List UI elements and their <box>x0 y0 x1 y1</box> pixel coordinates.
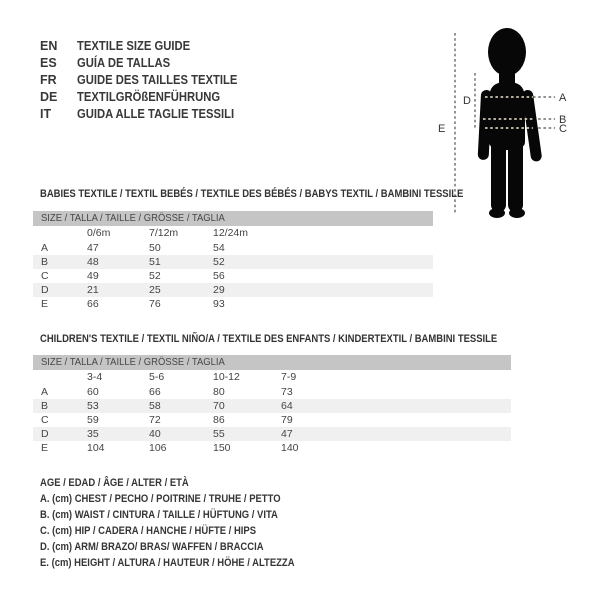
language-code: EN <box>40 39 58 53</box>
cell-value: 106 <box>149 442 167 454</box>
cell-value: 29 <box>213 284 225 296</box>
language-title: GUIDA ALLE TAGLIE TESSILI <box>77 107 235 121</box>
cell-value: 48 <box>87 256 99 268</box>
row-label: D <box>41 284 49 296</box>
table-row <box>33 385 511 399</box>
cell-value: 54 <box>213 242 225 254</box>
empty-corner-cell <box>41 370 87 385</box>
row-label: E <box>41 442 49 454</box>
babies-section-title: BABIES TEXTILE / TEXTIL BEBÉS / TEXTILE DES BÉBÉS / BABYS TEXTIL / BAMBINI TESSILE <box>40 188 464 200</box>
row-label: C <box>41 270 49 282</box>
legend-line: A. (cm) CHEST / PECHO / POITRINE / TRUHE / PETTO <box>40 493 281 505</box>
children-section-title: CHILDREN'S TEXTILE / TEXTIL NIÑO/A / TEXTILE DES ENFANTS / KINDERTEXTIL / BAMBINI TESSILE <box>40 333 498 345</box>
figure-label-d: D <box>463 95 471 107</box>
language-title: TEXTILGRÖßENFÜHRUNG <box>77 90 221 104</box>
table-row <box>33 441 511 455</box>
cell-value: 76 <box>149 298 161 310</box>
row-label: B <box>41 400 49 412</box>
column-header: 7-9 <box>281 371 297 383</box>
empty-corner-cell <box>41 226 87 241</box>
column-header: 5-6 <box>149 371 165 383</box>
table-row <box>33 413 511 427</box>
cell-value: 93 <box>213 298 225 310</box>
language-row <box>40 106 255 123</box>
language-row <box>40 72 255 89</box>
language-title: TEXTILE SIZE GUIDE <box>77 39 191 53</box>
babies-size-header-bar: SIZE / TALLA / TAILLE / GRÖSSE / TAGLIA <box>33 211 433 226</box>
cell-value: 47 <box>87 242 99 254</box>
cell-value: 70 <box>213 400 225 412</box>
figure-label-b: B <box>559 114 567 126</box>
figure-label-a: A <box>559 92 567 104</box>
column-header: 0/6m <box>87 227 111 239</box>
cell-value: 50 <box>149 242 161 254</box>
cell-value: 66 <box>149 386 161 398</box>
row-label: A <box>41 386 49 398</box>
cell-value: 79 <box>281 414 293 426</box>
legend-line: C. (cm) HIP / CADERA / HANCHE / HÜFTE / HIPS <box>40 525 257 537</box>
language-code: DE <box>40 90 58 104</box>
cell-value: 49 <box>87 270 99 282</box>
cell-value: 59 <box>87 414 99 426</box>
cell-value: 64 <box>281 400 293 412</box>
cell-value: 52 <box>149 270 161 282</box>
language-list <box>40 38 255 123</box>
language-code: ES <box>40 56 57 70</box>
language-row <box>40 38 255 55</box>
babies-table <box>33 211 433 311</box>
row-label: D <box>41 428 49 440</box>
cell-value: 40 <box>149 428 161 440</box>
children-table <box>33 355 511 455</box>
column-header: 3-4 <box>87 371 103 383</box>
babies-table-body <box>33 241 433 311</box>
row-label: C <box>41 414 49 426</box>
cell-value: 104 <box>87 442 105 454</box>
legend-line: D. (cm) ARM/ BRAZO/ BRAS/ WAFFEN / BRACCIA <box>40 541 264 553</box>
cell-value: 150 <box>213 442 231 454</box>
cell-value: 66 <box>87 298 99 310</box>
legend-age-line: AGE / EDAD / ÂGE / ALTER / ETÀ <box>40 477 189 489</box>
row-label: B <box>41 256 49 268</box>
cell-value: 86 <box>213 414 225 426</box>
cell-value: 58 <box>149 400 161 412</box>
cell-value: 53 <box>87 400 99 412</box>
cell-value: 60 <box>87 386 99 398</box>
children-table-body <box>33 385 511 455</box>
column-header: 10-12 <box>213 371 240 383</box>
children-size-header-bar: SIZE / TALLA / TAILLE / GRÖSSE / TAGLIA <box>33 355 511 370</box>
cell-value: 55 <box>213 428 225 440</box>
table-row <box>33 283 433 297</box>
legend-line: E. (cm) HEIGHT / ALTURA / HAUTEUR / HÖHE / ALTEZZA <box>40 557 295 569</box>
language-title: GUÍA DE TALLAS <box>77 56 171 70</box>
table-row <box>33 269 433 283</box>
cell-value: 73 <box>281 386 293 398</box>
cell-value: 72 <box>149 414 161 426</box>
table-row <box>33 399 511 413</box>
language-title: GUIDE DES TAILLES TEXTILE <box>77 73 238 87</box>
row-label: E <box>41 298 49 310</box>
children-column-headers <box>33 370 511 385</box>
table-row <box>33 427 511 441</box>
cell-value: 35 <box>87 428 99 440</box>
cell-value: 52 <box>213 256 225 268</box>
table-row <box>33 297 433 311</box>
language-code: FR <box>40 73 57 87</box>
language-code: IT <box>40 107 52 121</box>
figure-label-c: C <box>559 123 567 135</box>
language-row <box>40 55 255 72</box>
column-header: 7/12m <box>149 227 179 239</box>
cell-value: 25 <box>149 284 161 296</box>
column-header: 12/24m <box>213 227 249 239</box>
legend-line: B. (cm) WAIST / CINTURA / TAILLE / HÜFTUNG / VITA <box>40 509 278 521</box>
cell-value: 47 <box>281 428 293 440</box>
cell-value: 80 <box>213 386 225 398</box>
cell-value: 21 <box>87 284 99 296</box>
table-row <box>33 255 433 269</box>
measurement-legend <box>40 475 336 571</box>
row-label: A <box>41 242 49 254</box>
babies-column-headers <box>33 226 433 241</box>
table-row <box>33 241 433 255</box>
language-row <box>40 89 255 106</box>
cell-value: 51 <box>149 256 161 268</box>
cell-value: 140 <box>281 442 299 454</box>
figure-label-e: E <box>438 123 446 135</box>
cell-value: 56 <box>213 270 225 282</box>
legend-lines <box>40 491 336 571</box>
